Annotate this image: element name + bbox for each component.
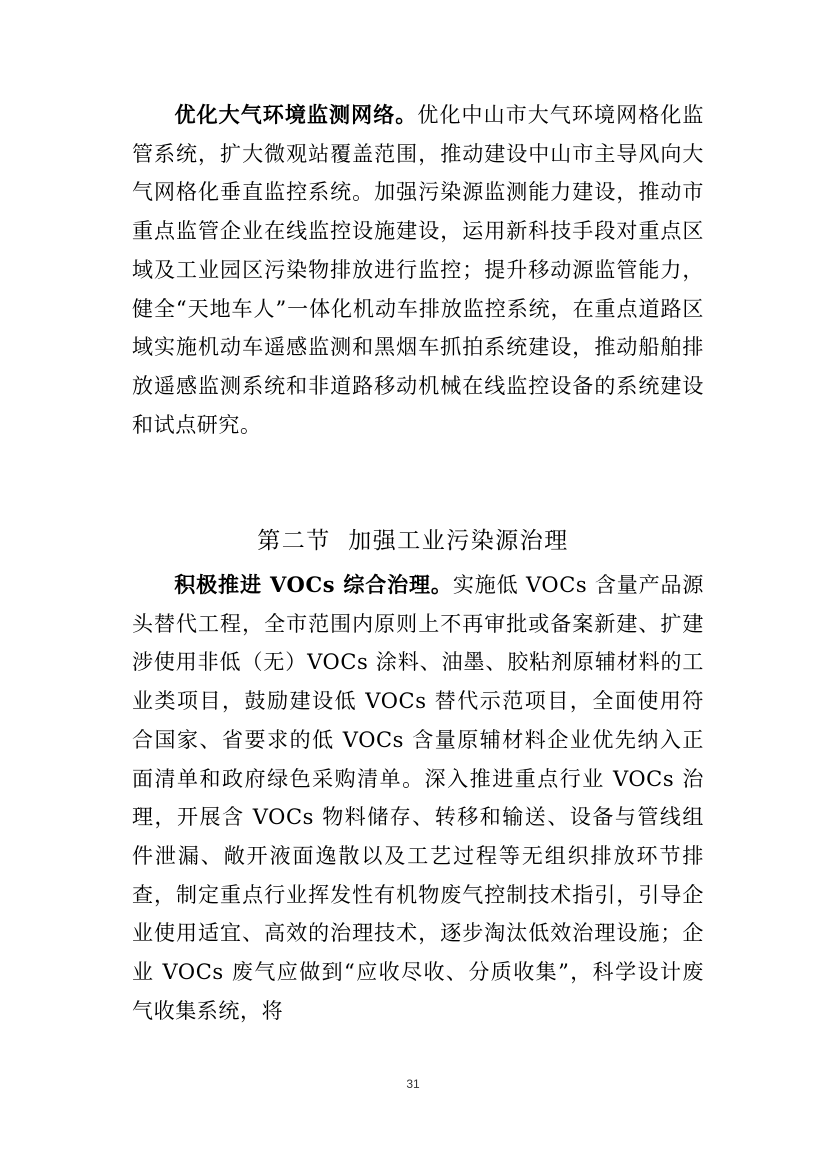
paragraph-body: 优化中山市大气环境网格化监管系统，扩大微观站覆盖范围，推动建设中山市主导风向大气网格化垂直监控系统。加强污染源监测能力建设，推动市重点监管企业在线监控设施建设，运用新科技手段对重点区域及工业园区污染物排放进行监控；提升移动源监管能力，健全“天地车人”一体化机动车排放监控系统，在重点道路区域实施机动车遥感监测和黑烟车抓拍系统建设，推动船舶排放遥感监测系统和非道路移动机械在线监控设备的系统建设和试点研究。 [132, 103, 704, 437]
paragraph-body: 实施低 VOCs 含量产品源头替代工程，全市范围内原则上不再审批或备案新建、扩建涉使用非低（无）VOCs 涂料、油墨、胶粘剂原辅材料的工业类项目，鼓励建设低 VOCs 替代示范项目，全面使用符合国家、省要求的低 VOCs 含量原辅材料企业优先纳入正面清单和政府绿色采购清单。深入推进重点行业 VOCs 治理，开展含 VOCs 物料储存、转移和输送、设备与管线组件泄漏、敞开液面逸散以及工艺过程等无组织排放环节排查，制定重点行业挥发性有机物废气控制技术指引，引导企业使用适宜、高效的治理技术，逐步淘汰低效治理设施；企业 VOCs 废气应做到“应收尽收、分质收集”，科学设计废气收集系统，将 [132, 573, 704, 1023]
paragraph-lead-title: 优化大气环境监测网络。 [174, 102, 418, 127]
section-heading: 第二节 加强工业污染源治理 [257, 528, 569, 554]
paragraph-air-monitoring [132, 96, 704, 444]
paragraph-vocs-governance [132, 566, 704, 1030]
paragraph-lead-title: 积极推进 VOCs 综合治理。 [174, 572, 453, 597]
page-number: 31 [406, 1077, 420, 1091]
